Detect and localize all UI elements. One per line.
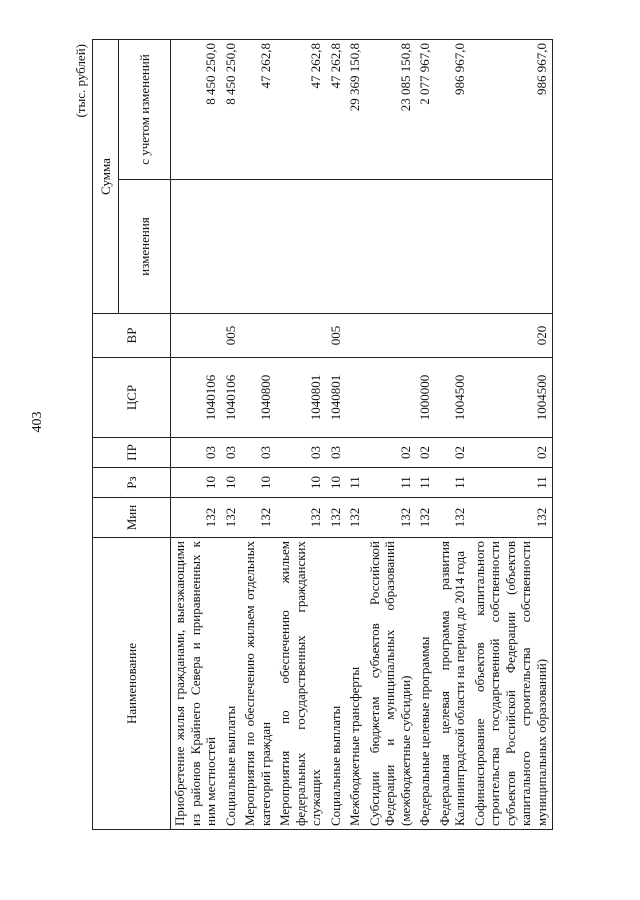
row-changes xyxy=(436,180,471,314)
row-name: Федеральная целевая программа развития Калининградской области на период до 2014 года xyxy=(436,538,471,830)
row-vr xyxy=(366,314,417,358)
row-vr xyxy=(416,314,436,358)
table-row xyxy=(222,40,242,830)
row-min: 132 xyxy=(436,498,471,538)
row-rz: 10 xyxy=(276,468,327,498)
budget-table xyxy=(92,39,553,830)
header-vr: ВР xyxy=(93,314,171,358)
row-vr xyxy=(346,314,366,358)
row-total: 47 262,8 xyxy=(241,40,276,180)
row-pr: 02 xyxy=(471,438,553,468)
row-rz: 11 xyxy=(436,468,471,498)
table-row xyxy=(346,40,366,830)
header-with-changes: с учетом изменений xyxy=(119,40,171,180)
table-row xyxy=(436,40,471,830)
row-min: 132 xyxy=(222,498,242,538)
row-changes xyxy=(241,180,276,314)
row-changes xyxy=(346,180,366,314)
row-min: 132 xyxy=(327,498,347,538)
row-rz: 10 xyxy=(327,468,347,498)
row-total: 47 262,8 xyxy=(276,40,327,180)
table-row xyxy=(276,40,327,830)
row-pr xyxy=(346,438,366,468)
row-pr: 03 xyxy=(171,438,222,468)
row-changes xyxy=(276,180,327,314)
row-name: Субсидии бюджетам субъектов Российской Федерации и муниципальных образований (межбюджетные субсидии) xyxy=(366,538,417,830)
row-name: Федеральные целевые программы xyxy=(416,538,436,830)
header-changes: изменения xyxy=(119,180,171,314)
row-pr: 03 xyxy=(222,438,242,468)
row-total: 47 262,8 xyxy=(327,40,347,180)
row-csr: 1004500 xyxy=(436,358,471,438)
row-total: 8 450 250,0 xyxy=(222,40,242,180)
row-changes xyxy=(222,180,242,314)
row-total: 986 967,0 xyxy=(471,40,553,180)
row-vr: 005 xyxy=(222,314,242,358)
row-vr xyxy=(436,314,471,358)
units-label: (тыс. рублей) xyxy=(73,44,88,118)
row-name: Межбюджетные трансферты xyxy=(346,538,366,830)
page-number: 403 xyxy=(30,411,45,433)
row-min: 132 xyxy=(171,498,222,538)
row-rz: 11 xyxy=(471,468,553,498)
row-changes xyxy=(416,180,436,314)
row-pr: 03 xyxy=(276,438,327,468)
row-csr: 1004500 xyxy=(471,358,553,438)
row-changes xyxy=(327,180,347,314)
table-row xyxy=(241,40,276,830)
header-name: Наименование xyxy=(93,538,171,830)
row-total: 23 085 150,8 xyxy=(366,40,417,180)
table-row xyxy=(171,40,222,830)
row-name: Приобретение жилья гражданами, выезжающими из районов Крайнего Севера и приравненных к ним местностей xyxy=(171,538,222,830)
rotated-page xyxy=(70,30,630,830)
row-min: 132 xyxy=(416,498,436,538)
row-name: Мероприятия по обеспечению жильем федеральных государственных гражданских служащих xyxy=(276,538,327,830)
row-csr xyxy=(346,358,366,438)
row-csr: 1040800 xyxy=(241,358,276,438)
row-name: Социальные выплаты xyxy=(327,538,347,830)
row-total: 29 369 150,8 xyxy=(346,40,366,180)
row-total: 986 967,0 xyxy=(436,40,471,180)
header-csr: ЦСР xyxy=(93,358,171,438)
row-vr: 005 xyxy=(327,314,347,358)
row-min: 132 xyxy=(471,498,553,538)
row-pr: 02 xyxy=(436,438,471,468)
row-vr: 020 xyxy=(471,314,553,358)
row-min: 132 xyxy=(276,498,327,538)
row-changes xyxy=(366,180,417,314)
row-rz: 11 xyxy=(346,468,366,498)
row-csr: 1040106 xyxy=(222,358,242,438)
row-rz: 10 xyxy=(171,468,222,498)
row-vr xyxy=(171,314,222,358)
row-name: Мероприятия по обеспечению жильем отдельных категорий граждан xyxy=(241,538,276,830)
row-vr xyxy=(276,314,327,358)
row-csr: 1040801 xyxy=(327,358,347,438)
row-pr: 02 xyxy=(366,438,417,468)
row-csr xyxy=(366,358,417,438)
row-name: Софинансирование объектов капитального строительства государственной собственности субъектов Российской Федерации (объектов капитального строительства собственности муниципальных образований) xyxy=(471,538,553,830)
row-pr: 02 xyxy=(416,438,436,468)
row-rz: 11 xyxy=(416,468,436,498)
row-name: Социальные выплаты xyxy=(222,538,242,830)
row-min: 132 xyxy=(366,498,417,538)
header-pr: ПР xyxy=(93,438,171,468)
row-total: 8 450 250,0 xyxy=(171,40,222,180)
row-csr: 1000000 xyxy=(416,358,436,438)
header-sum: Сумма xyxy=(93,40,119,314)
row-rz: 10 xyxy=(222,468,242,498)
row-changes xyxy=(471,180,553,314)
row-csr: 1040801 xyxy=(276,358,327,438)
row-pr: 03 xyxy=(241,438,276,468)
row-vr xyxy=(241,314,276,358)
row-min: 132 xyxy=(346,498,366,538)
header-rz: Рз xyxy=(93,468,171,498)
table-row xyxy=(327,40,347,830)
row-changes xyxy=(171,180,222,314)
header-min: Мин xyxy=(93,498,171,538)
table-row xyxy=(416,40,436,830)
row-rz: 10 xyxy=(241,468,276,498)
row-csr: 1040106 xyxy=(171,358,222,438)
table-row xyxy=(471,40,553,830)
table-row xyxy=(366,40,417,830)
row-pr: 03 xyxy=(327,438,347,468)
row-min: 132 xyxy=(241,498,276,538)
row-total: 2 077 967,0 xyxy=(416,40,436,180)
row-rz: 11 xyxy=(366,468,417,498)
